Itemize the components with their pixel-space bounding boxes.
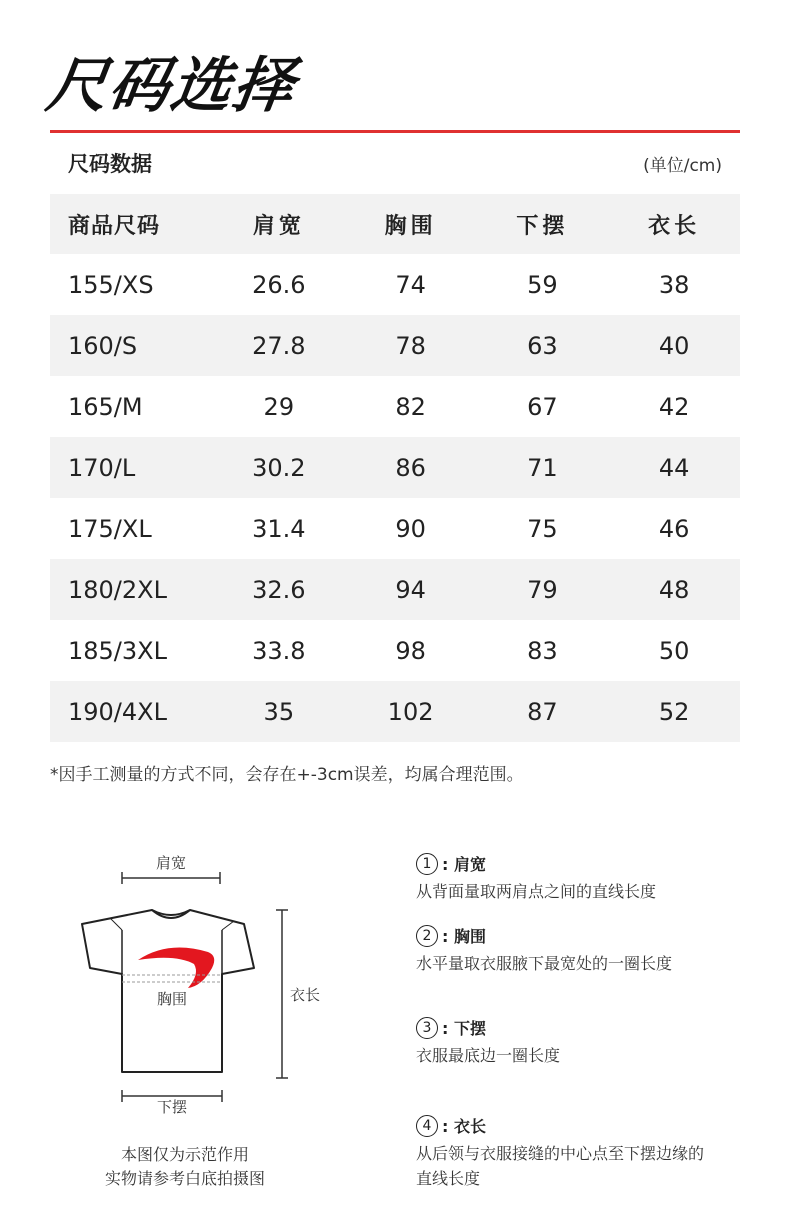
cell-shoulder: 26.6: [252, 270, 306, 299]
cell-chest: 94: [395, 575, 426, 604]
shoulder-measure: [122, 854, 220, 884]
table-row: [50, 437, 740, 498]
table-row: [50, 254, 740, 315]
table-header-row: [50, 194, 740, 254]
cell-chest: 82: [395, 392, 426, 421]
hem-label: 下摆: [156, 1098, 188, 1116]
shoulder-label: 肩宽: [155, 854, 187, 872]
cell-size: 165/M: [68, 392, 143, 421]
legend-desc: 水平量取衣服腋下最宽处的一圈长度: [416, 954, 673, 973]
legend-item-chest: [416, 924, 746, 976]
cell-length: 50: [658, 636, 690, 665]
table-row: [50, 681, 740, 742]
legend-desc: 从背面量取两肩点之间的直线长度: [416, 882, 657, 901]
length-label: 衣长: [290, 986, 321, 1004]
cell-shoulder: 35: [263, 697, 295, 726]
cell-size: 170/L: [68, 453, 136, 482]
header-size: 商品尺码: [68, 213, 161, 239]
length-measure: [276, 910, 320, 1078]
header-shoulder: 肩宽: [252, 213, 305, 239]
cell-shoulder: 33.8: [252, 636, 306, 665]
legend-title: : 胸围: [442, 927, 486, 946]
cell-length: 38: [658, 270, 690, 299]
cell-shoulder: 32.6: [252, 575, 306, 604]
page-title: 尺码选择: [42, 51, 301, 121]
cell-shoulder: 31.4: [252, 514, 306, 543]
cell-chest: 98: [395, 636, 426, 665]
cell-chest: 90: [395, 514, 426, 543]
legend-item-shoulder: [416, 852, 746, 904]
cell-hem: 71: [527, 453, 558, 482]
legend-title: : 肩宽: [442, 855, 486, 874]
legend-title: : 下摆: [442, 1019, 486, 1038]
legend-desc: 衣服最底边一圈长度: [416, 1046, 561, 1065]
header-chest: 胸围: [384, 213, 437, 239]
unit-label: (单位/cm): [643, 156, 722, 176]
cell-length: 44: [658, 453, 690, 482]
size-table: [50, 194, 740, 742]
cell-size: 185/3XL: [68, 636, 167, 665]
chest-label: 胸围: [156, 990, 188, 1008]
legend-item-hem: [416, 1016, 746, 1068]
cell-size: 190/4XL: [68, 697, 167, 726]
table-row: [50, 498, 740, 559]
cell-size: 160/S: [68, 331, 138, 360]
cell-chest: 102: [387, 697, 434, 726]
cell-chest: 86: [395, 453, 426, 482]
circled-number: 3: [416, 1017, 438, 1039]
cell-length: 40: [658, 331, 690, 360]
cell-shoulder: 29: [263, 392, 295, 421]
cell-length: 52: [658, 697, 690, 726]
cell-chest: 78: [395, 331, 426, 360]
cell-hem: 75: [527, 514, 558, 543]
circled-number: 1: [416, 853, 438, 875]
hem-measure: [122, 1090, 222, 1116]
cell-hem: 63: [527, 331, 558, 360]
cell-length: 42: [658, 392, 690, 421]
cell-size: 180/2XL: [68, 575, 167, 604]
legend-title: : 衣长: [442, 1117, 486, 1136]
header-length: 衣长: [648, 213, 701, 239]
legend-item-length: [416, 1114, 746, 1191]
cell-size: 175/XL: [68, 514, 152, 543]
cell-size: 155/XS: [68, 270, 154, 299]
cell-chest: 74: [395, 270, 426, 299]
legend-desc: 从后领与衣服接缝的中心点至下摆边缘的直线长度: [416, 1144, 705, 1188]
tshirt-diagram: [60, 840, 360, 1130]
section-title: 尺码数据: [68, 152, 152, 176]
cell-shoulder: 27.8: [252, 331, 306, 360]
demo-note-line-2: 实物请参考白底拍摄图: [104, 1169, 265, 1188]
cell-hem: 87: [527, 697, 558, 726]
table-row: [50, 559, 740, 620]
circled-number: 2: [416, 925, 438, 947]
demo-note: [60, 1143, 310, 1191]
title-divider: [50, 130, 740, 133]
cell-hem: 67: [527, 392, 558, 421]
cell-hem: 83: [527, 636, 558, 665]
measurement-note: *因手工测量的方式不同，会存在+-3cm误差，均属合理范围。: [50, 765, 524, 785]
circled-number: 4: [416, 1115, 438, 1137]
cell-shoulder: 30.2: [252, 453, 306, 482]
cell-length: 48: [658, 575, 690, 604]
table-row: [50, 376, 740, 437]
header-hem: 下摆: [516, 213, 569, 239]
demo-note-line-1: 本图仅为示范作用: [120, 1145, 249, 1164]
cell-hem: 59: [527, 270, 558, 299]
table-row: [50, 620, 740, 681]
cell-length: 46: [658, 514, 690, 543]
cell-hem: 79: [527, 575, 558, 604]
table-row: [50, 315, 740, 376]
